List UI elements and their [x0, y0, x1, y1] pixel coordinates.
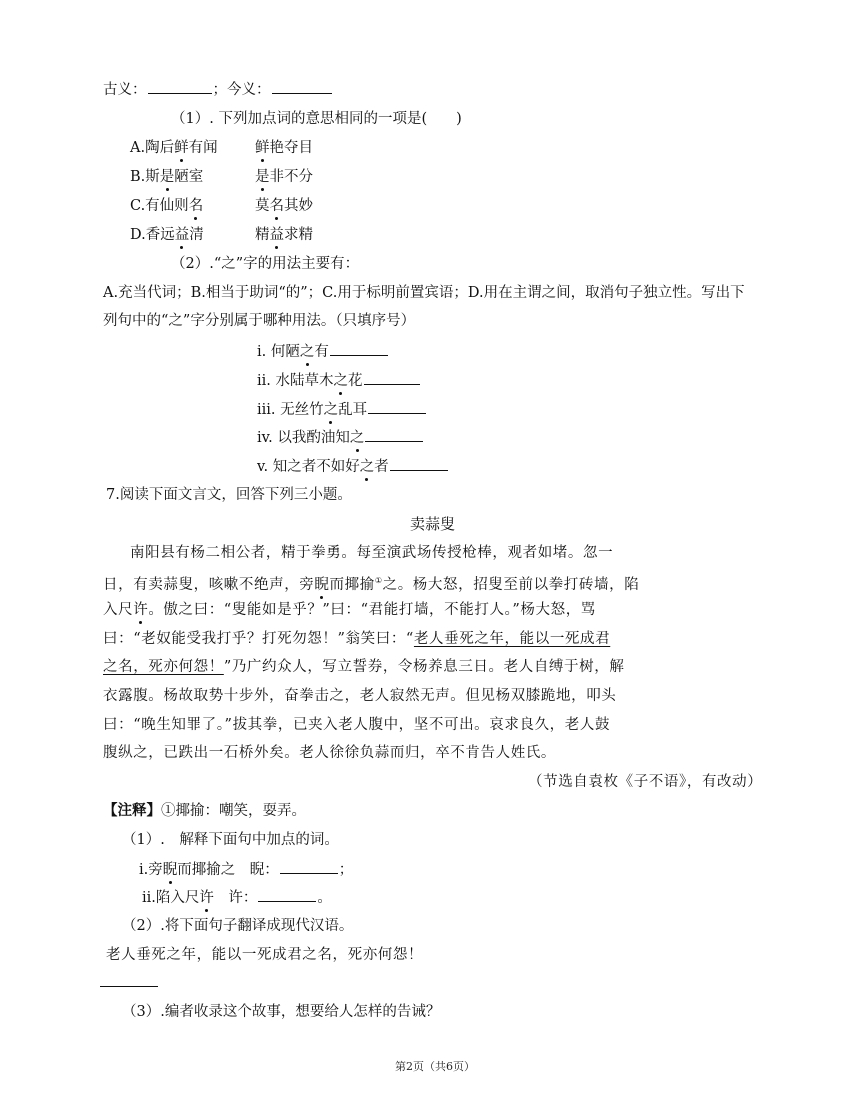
passage-line: 南阳县有杨二相公者，精于拳勇。每至演武场传授枪棒，观者如堵。忽一	[130, 545, 614, 561]
question-1-stem: （1）. 下列加点词的意思相同的一项是( )	[171, 111, 462, 127]
answer-blank[interactable]	[365, 427, 423, 442]
zhi-item-5: v. 知之者不如好之者	[257, 456, 449, 477]
passage-line: 腹纵之，已跌出一石桥外矣。老人徐徐负蒜而归，卒不肯告人姓氏。	[103, 745, 556, 761]
passage-line: 曰：“老奴能受我打乎？打死勿怨！”翁笑曰：“老人垂死之年，能以一死成君	[103, 631, 611, 647]
zhi-item-4: iv. 以我酌油知之	[257, 427, 424, 448]
answer-blank[interactable]	[280, 859, 338, 874]
option-d-compare: 精益求精	[255, 227, 313, 243]
question-7-intro: 7.阅读下面文言文，回答下列三小题。	[106, 487, 352, 503]
question-2-desc: A.充当代词；B.相当于助词“的”；C.用于标明前置宾语；D.用在主谓之间，取消句子独立性。写出下	[103, 285, 745, 301]
passage-source: （节选自袁枚《子不语》，有改动）	[528, 774, 763, 790]
sub-question-3: （3）.编者收录这个故事，想要给人怎样的告诫？	[122, 1004, 441, 1020]
answer-blank[interactable]	[368, 399, 426, 414]
zhi-item-1: i. 何陋之有	[257, 341, 389, 362]
answer-blank[interactable]	[364, 370, 420, 385]
sub-question-2: （2）.将下面句子翻译成现代汉语。	[122, 918, 354, 934]
passage-line: 日，有卖蒜叟，咳嗽不绝声，旁睨而揶揄①之。杨大怒，招叟至前以拳打砖墙，陷	[103, 576, 640, 593]
option-a-compare: 鲜艳夺目	[255, 140, 313, 156]
page-footer: 第2页（共6页）	[395, 1060, 475, 1073]
passage-line: 曰：“晚生知罪了。”拔其拳，已夹入老人腹中，坚不可出。哀求良久，老人鼓	[103, 717, 611, 733]
question-2-stem: （2）.“之”字的用法主要有：	[171, 256, 360, 272]
zhi-item-2: ii. 水陆草木之花	[257, 370, 421, 391]
option-b[interactable]: B.斯是陋室	[130, 169, 204, 185]
passage-line: 之名，死亦何怨！”乃广约众人，写立誓券，令杨养息三日。老人自缚于树，解	[103, 659, 625, 675]
passage-note: 【注释】①揶揄：嘲笑，耍弄。	[103, 802, 306, 819]
sub-question-1-ii: ii.陷入尺许 许： 。	[142, 887, 332, 908]
answer-line[interactable]	[100, 986, 158, 987]
answer-blank[interactable]	[272, 79, 332, 94]
option-d[interactable]: D.香远益清	[130, 227, 204, 243]
answer-blank[interactable]	[148, 79, 212, 94]
answer-blank[interactable]	[330, 341, 388, 356]
sub-question-1-i: i.旁睨而揶揄之 睨： ；	[139, 859, 353, 880]
option-c-compare: 莫名其妙	[255, 198, 313, 214]
passage-line: 入尺许。傲之曰：“叟能如是乎？”曰：“君能打墙，不能打人。”杨大怒，骂	[103, 602, 596, 618]
option-a[interactable]: A.陶后鲜有闻	[130, 140, 218, 156]
translate-sentence: 老人垂死之年，能以一死成君之名，死亦何怨！	[106, 947, 424, 963]
question-2-desc: 列句中的“之”字分别属于哪种用法。（只填序号）	[103, 313, 416, 329]
sub-question-1: （1）. 解释下面句中加点的词。	[122, 832, 339, 848]
zhi-item-3: iii. 无丝竹之乱耳	[257, 399, 427, 420]
passage-title: 卖蒜叟	[410, 515, 456, 533]
gu-jin-yi-line: 古义： ；今义：	[103, 79, 333, 100]
option-b-compare: 是非不分	[255, 169, 313, 185]
option-c[interactable]: C.有仙则名	[130, 198, 204, 214]
answer-blank[interactable]	[258, 887, 316, 902]
passage-line: 衣露腹。杨故取势十步外，奋拳击之，老人寂然无声。但见杨双膝跪地，叩头	[103, 688, 617, 704]
answer-blank[interactable]	[390, 456, 448, 471]
